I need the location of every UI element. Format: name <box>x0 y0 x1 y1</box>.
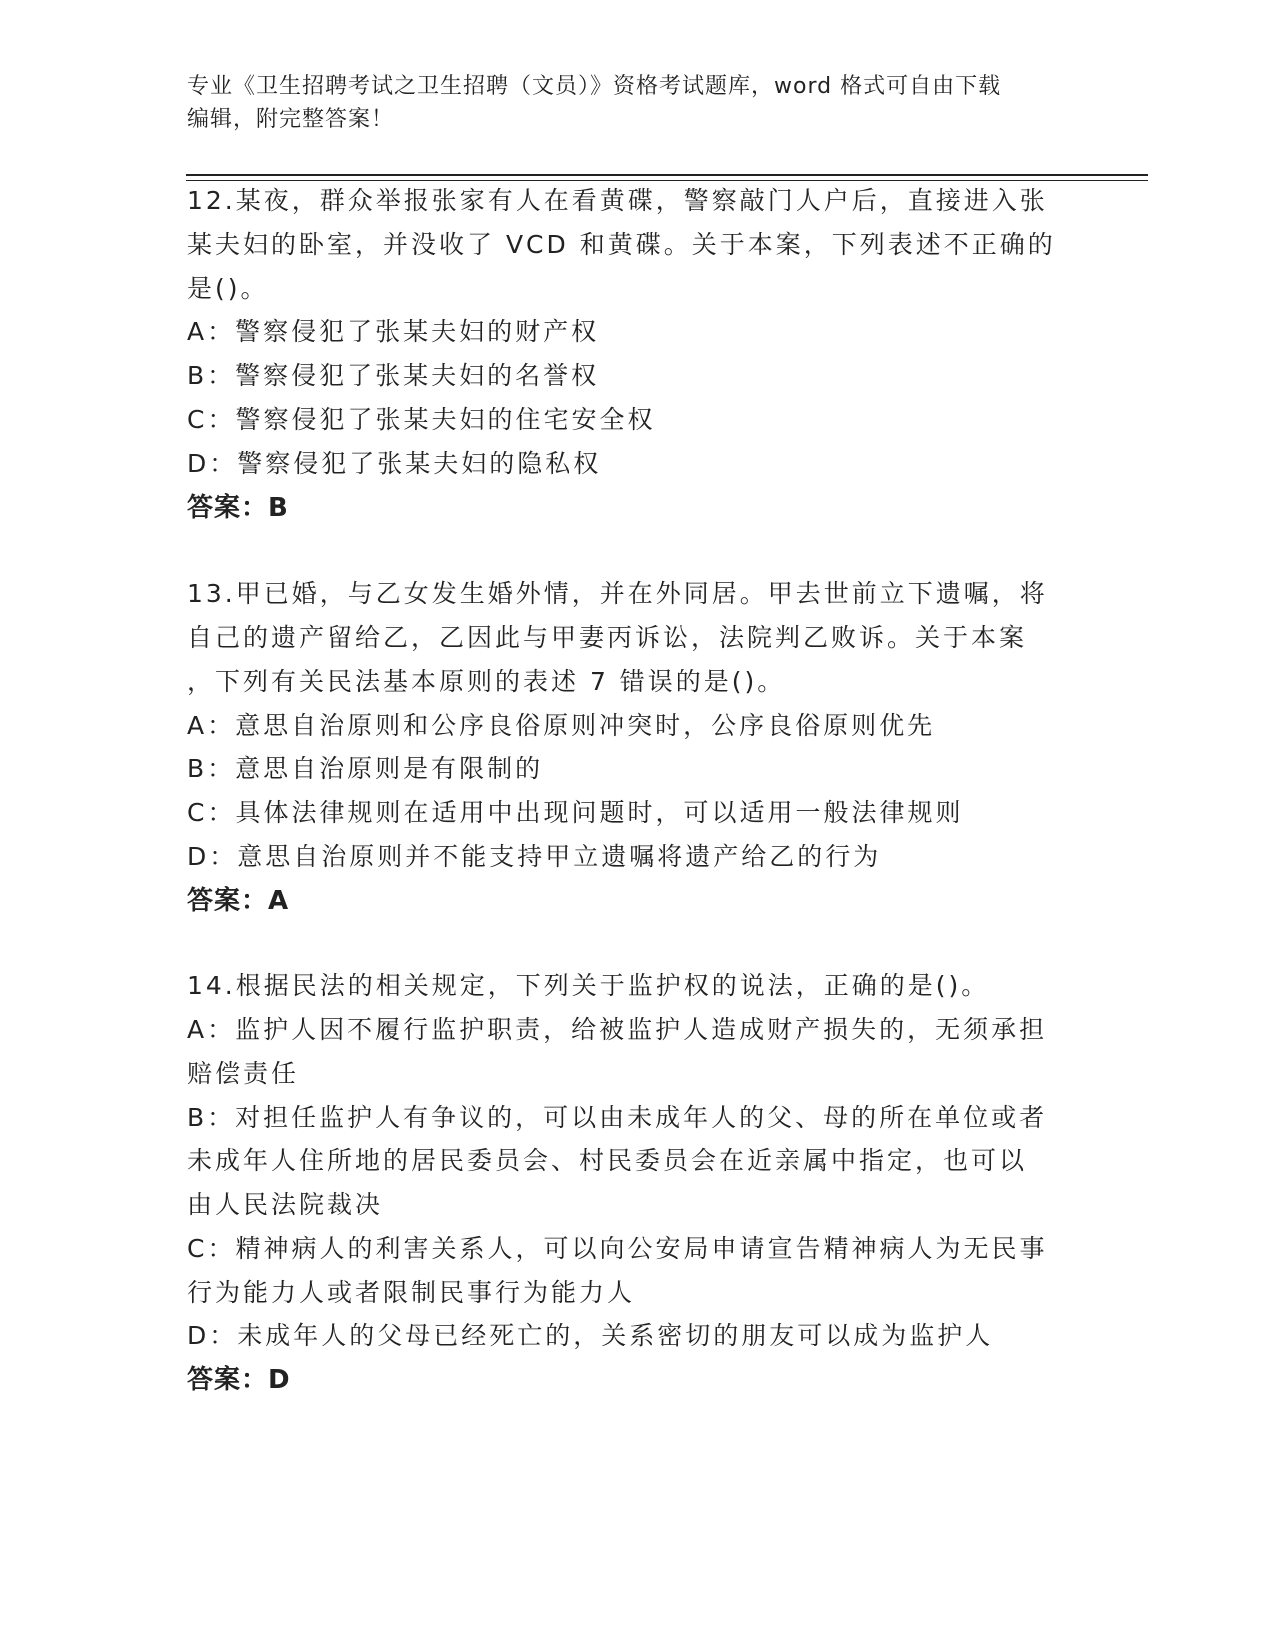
option-c: C：精神病人的利害关系人，可以向公安局申请宣告精神病人为无民事 <box>187 1234 1048 1263</box>
option-b: B：警察侵犯了张某夫妇的名誉权 <box>187 361 600 390</box>
option-d: D：警察侵犯了张某夫妇的隐私权 <box>187 449 602 478</box>
option-a-continued: 赔偿责任 <box>187 1059 300 1088</box>
question-stem-line: ，下列有关民法基本原则的表述 7 错误的是()。 <box>187 667 786 696</box>
option-a: A：警察侵犯了张某夫妇的财产权 <box>187 317 600 346</box>
question-stem-line: 14.根据民法的相关规定，下列关于监护权的说法，正确的是()。 <box>187 971 990 1000</box>
header-divider-thin <box>186 180 1148 181</box>
option-c: C：具体法律规则在适用中出现问题时，可以适用一般法律规则 <box>187 798 964 827</box>
option-a: A：意思自治原则和公序良俗原则冲突时，公序良俗原则优先 <box>187 711 936 740</box>
option-c: C：警察侵犯了张某夫妇的住宅安全权 <box>187 405 656 434</box>
answer-label: 答案：D <box>187 1365 291 1395</box>
question-stem-line: 某夫妇的卧室，并没收了 VCD 和黄碟。关于本案，下列表述不正确的 <box>187 230 1056 259</box>
header-line-1: 专业《卫生招聘考试之卫生招聘（文员）》资格考试题库，word 格式可自由下载 <box>187 74 1002 99</box>
option-c-continued: 行为能力人或者限制民事行为能力人 <box>187 1278 636 1307</box>
option-b-continued: 由人民法院裁决 <box>187 1190 384 1219</box>
question-stem-line: 自己的遗产留给乙，乙因此与甲妻丙诉讼，法院判乙败诉。关于本案 <box>187 623 1028 652</box>
option-b-continued: 未成年人住所地的居民委员会、村民委员会在近亲属中指定，也可以 <box>187 1146 1028 1175</box>
answer-label: 答案：B <box>187 493 289 523</box>
option-a: A：监护人因不履行监护职责，给被监护人造成财产损失的，无须承担 <box>187 1015 1048 1044</box>
option-d: D：未成年人的父母已经死亡的，关系密切的朋友可以成为监护人 <box>187 1321 994 1350</box>
option-d: D：意思自治原则并不能支持甲立遗嘱将遗产给乙的行为 <box>187 842 882 871</box>
question-stem-line: 13.甲已婚，与乙女发生婚外情，并在外同居。甲去世前立下遗嘱，将 <box>187 579 1048 608</box>
answer-label: 答案：A <box>187 886 290 916</box>
option-b: B：对担任监护人有争议的，可以由未成年人的父、母的所在单位或者 <box>187 1103 1048 1132</box>
header-line-2: 编辑，附完整答案！ <box>187 107 395 132</box>
option-b: B：意思自治原则是有限制的 <box>187 754 544 783</box>
question-stem-line: 12.某夜，群众举报张家有人在看黄碟，警察敲门人户后，直接进入张 <box>187 186 1048 215</box>
header-divider-thick <box>186 174 1148 176</box>
question-stem-line: 是()。 <box>187 274 269 303</box>
